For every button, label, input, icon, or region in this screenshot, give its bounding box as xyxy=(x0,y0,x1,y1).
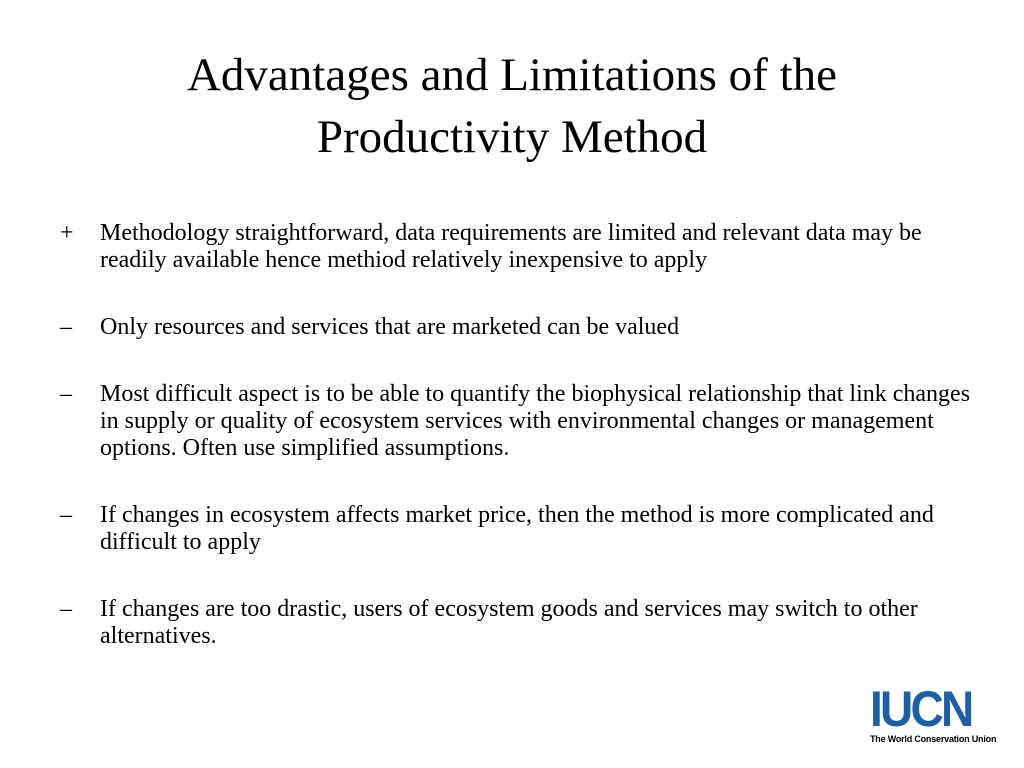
bullet-limitation-2 xyxy=(60,381,990,462)
iucn-logo-tagline: The World Conservation Union xyxy=(870,734,997,744)
bullet-marker-plus: + xyxy=(60,220,74,246)
bullet-marker-dash: – xyxy=(60,502,72,528)
slide-title-line-2: Productivity Method xyxy=(316,111,708,163)
bullet-text: If changes are too drastic, users of ecosystem goods and services may switch to other alternatives. xyxy=(100,596,918,649)
bullet-limitation-3 xyxy=(60,502,990,556)
slide-title-line-1: Advantages and Limitations of the xyxy=(186,49,837,101)
bullet-advantage xyxy=(60,220,990,274)
bullet-limitation-1 xyxy=(60,314,990,341)
iucn-logo xyxy=(870,681,997,746)
bullet-text: Most difficult aspect is to be able to quantify the biophysical relationship that link changes in supply or quality of ecosystem services with environmental changes or management options. Often use simplified assumptions. xyxy=(100,381,971,461)
bullet-text: Methodology straightforward, data requirements are limited and relevant data may be readily available hence methiod relatively inexpensive to apply xyxy=(100,220,922,273)
iucn-logo-wordmark: IUCN xyxy=(870,681,972,737)
bullet-marker-dash: – xyxy=(60,596,72,622)
bullet-marker-dash: – xyxy=(60,314,72,340)
slide-title xyxy=(0,44,1024,168)
bullet-limitation-4 xyxy=(60,596,990,650)
bullet-marker-dash: – xyxy=(60,381,72,407)
bullet-text: If changes in ecosystem affects market price, then the method is more complicated and difficult to apply xyxy=(100,502,934,555)
bullet-text: Only resources and services that are marketed can be valued xyxy=(100,314,680,340)
bullet-list xyxy=(60,220,990,690)
